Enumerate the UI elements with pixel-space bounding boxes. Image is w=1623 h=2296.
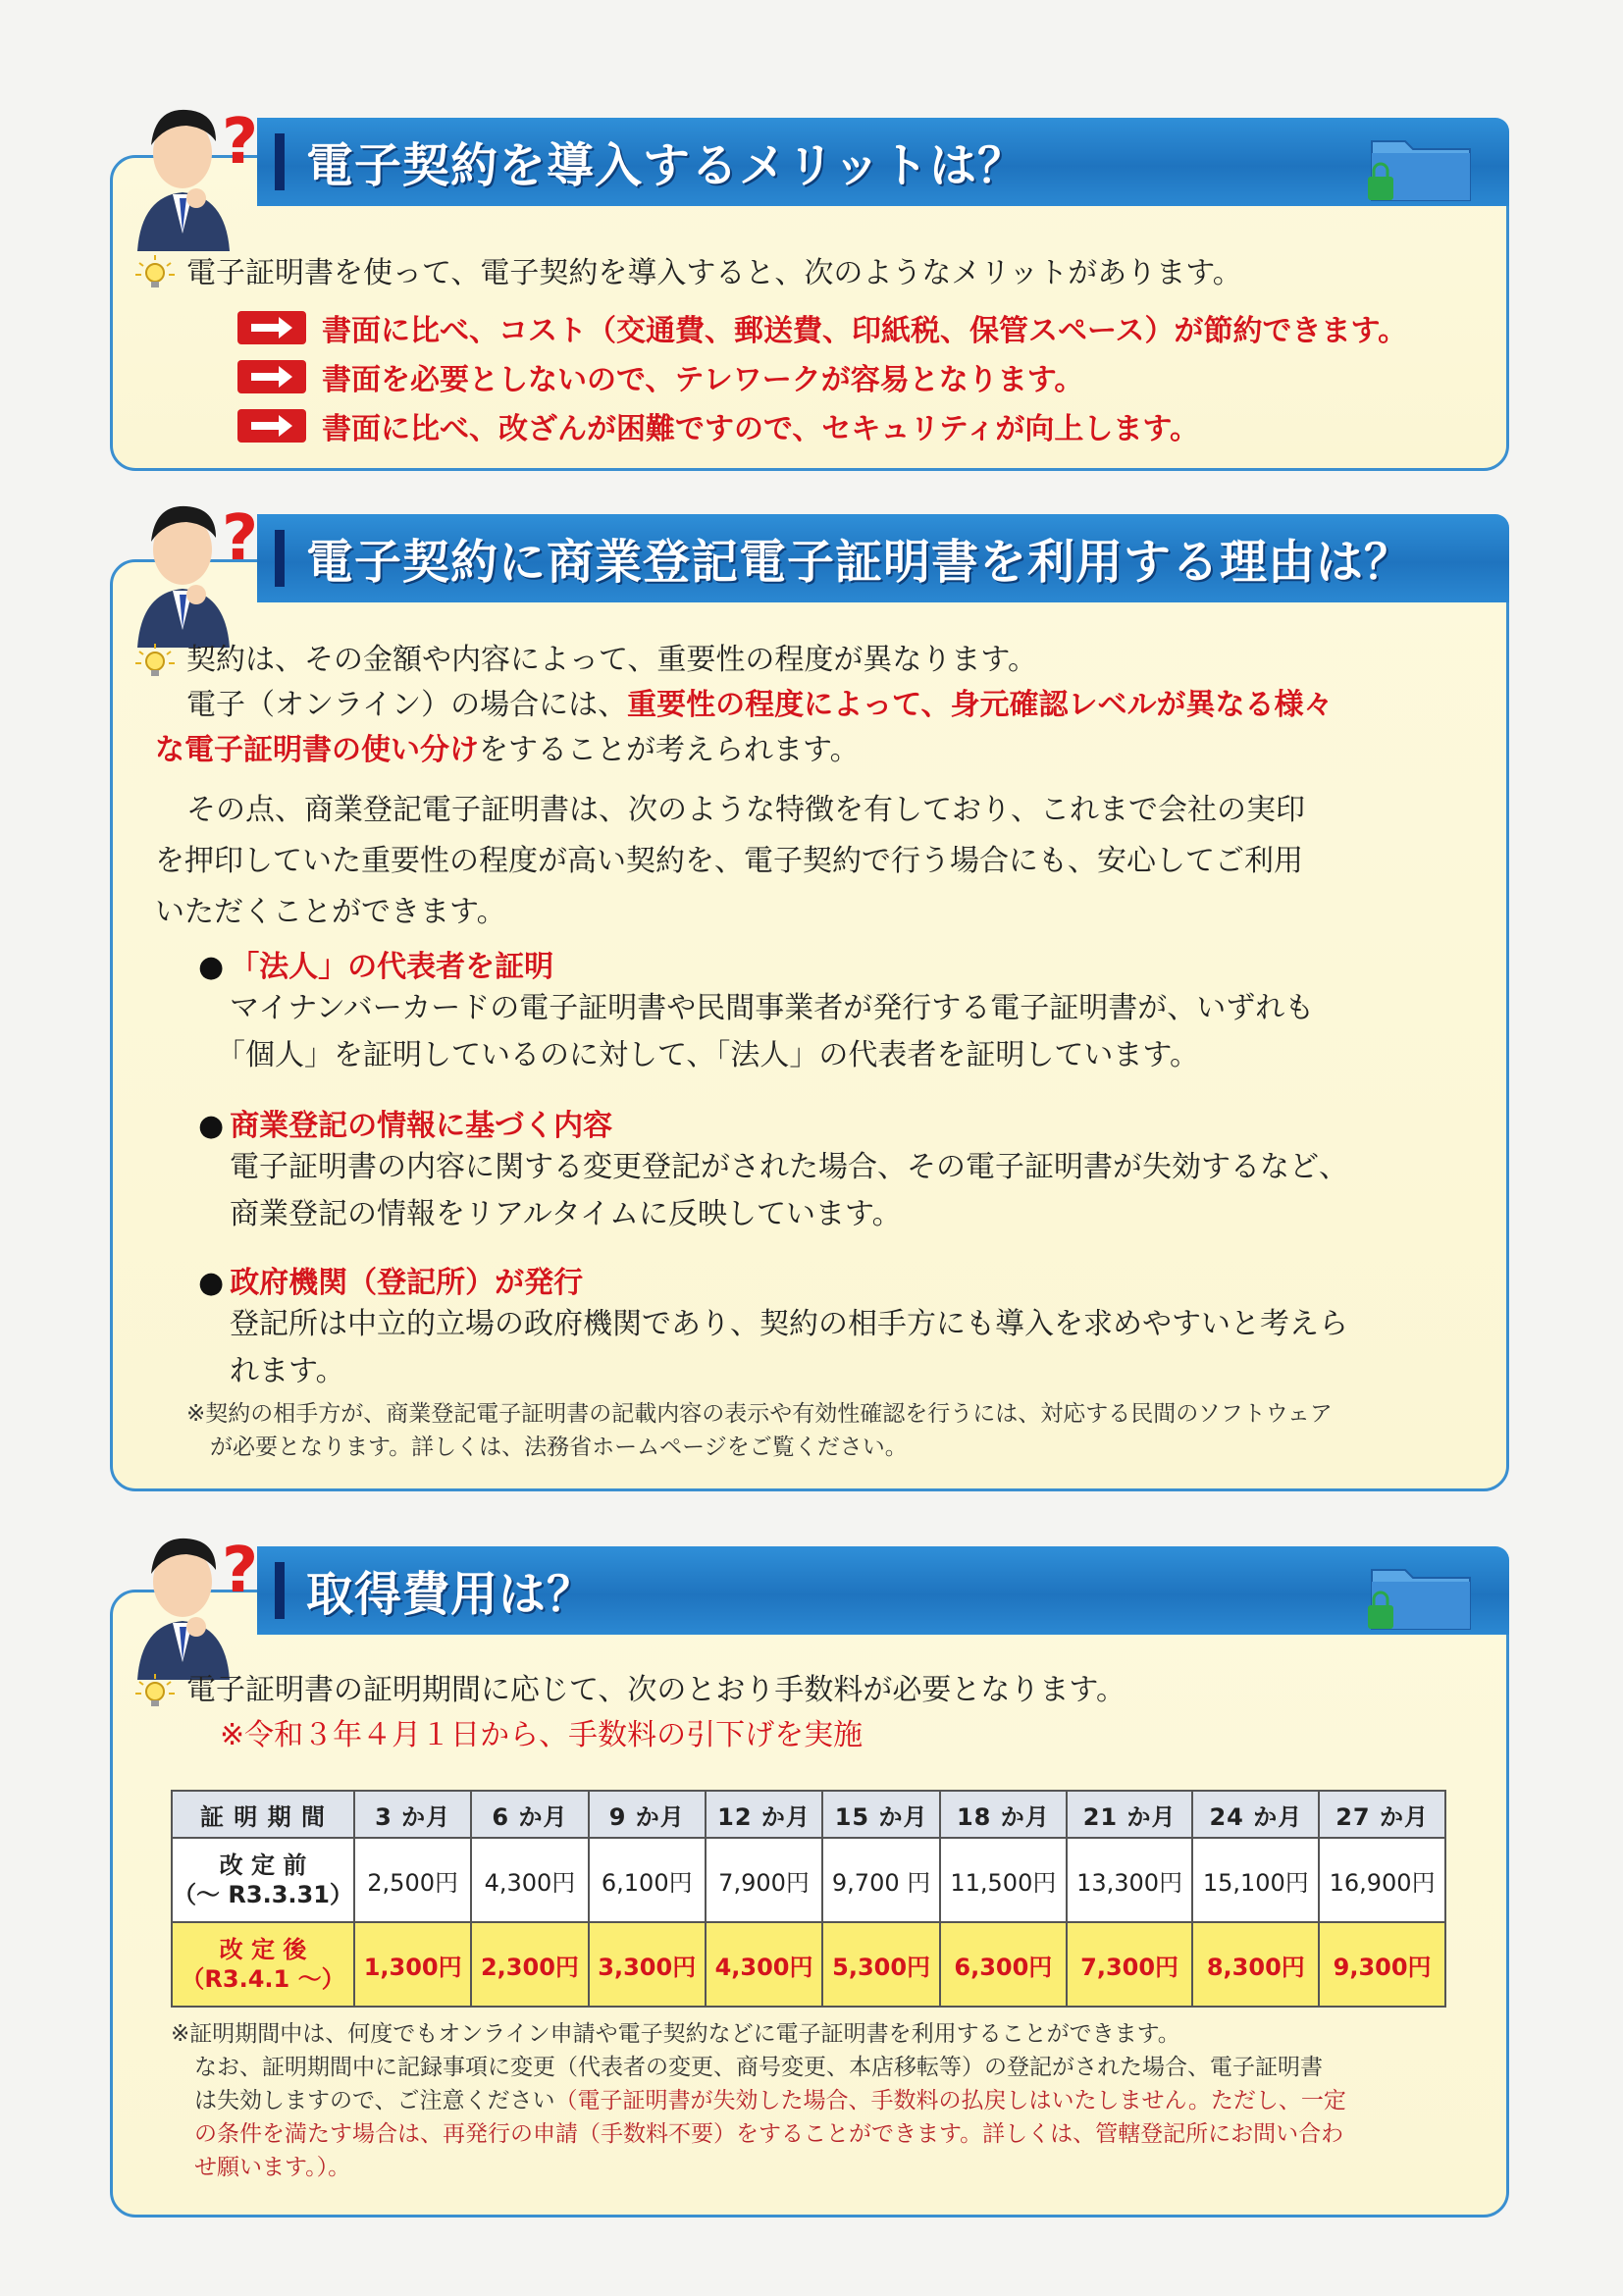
period-col: 3 か月 <box>354 1791 471 1838</box>
reasons-title: 電子契約に商業登記電子証明書を利用する理由は？ <box>306 535 1413 590</box>
fee-cell: 9,300円 <box>1319 1922 1445 2007</box>
fees-intro: 電子証明書の証明期間に応じて、次のとおり手数料が必要となります。 <box>186 1673 1126 1707</box>
fee-cell: 6,100円 <box>589 1838 706 1922</box>
arrow-right-icon <box>237 311 306 344</box>
fee-cell: 6,300円 <box>940 1922 1067 2007</box>
reasons-section <box>110 500 1509 1491</box>
fee-cell: 16,900円 <box>1319 1838 1445 1922</box>
fee-cell: 9,700 円 <box>822 1838 940 1922</box>
merits-intro: 電子証明書を使って、電子契約を導入すると、次のようなメリットがあります。 <box>186 256 1242 290</box>
fee-cell: 2,500円 <box>354 1838 471 1922</box>
fee-cell: 3,300円 <box>589 1922 706 2007</box>
arrow-right-icon <box>237 409 306 443</box>
period-col: 27 か月 <box>1319 1791 1445 1838</box>
thinking-person-icon <box>128 104 265 251</box>
merits-section <box>110 108 1509 481</box>
question-mark-icon: ? <box>222 106 259 179</box>
feature-body: マイナンバーカードの電子証明書や民間事業者が発行する電子証明書が、いずれも 「個人」を証明しているのに対して、「法人」の代表者を証明しています。 <box>216 991 1315 1072</box>
row-label: 改 定 前 （～ R3.3.31） <box>172 1838 354 1922</box>
fee-cell: 7,900円 <box>706 1838 822 1922</box>
period-col: 24 か月 <box>1192 1791 1319 1838</box>
folder-icon <box>1368 128 1474 204</box>
period-col: 15 か月 <box>822 1791 940 1838</box>
period-col: 21 か月 <box>1067 1791 1193 1838</box>
period-col: 18 か月 <box>940 1791 1067 1838</box>
table-row-after <box>172 1922 1445 2007</box>
fee-cell: 8,300円 <box>1192 1922 1319 2007</box>
fee-cell: 4,300円 <box>471 1838 588 1922</box>
merits-title: 電子契約を導入するメリットは？ <box>306 138 1026 193</box>
question-mark-icon: ? <box>222 1535 259 1607</box>
feature-heading: ● 「法人」の代表者を証明 <box>198 950 554 984</box>
feature-body: 登記所は中立的立場の政府機関であり、契約の相手方にも導入を求めやすいと考えら れます。 <box>230 1307 1348 1388</box>
fee-cell: 1,300円 <box>354 1922 471 2007</box>
fees-section <box>110 1537 1509 2223</box>
fee-cell: 4,300円 <box>706 1922 822 2007</box>
lock-icon <box>1368 1605 1393 1629</box>
fees-footnote: ※証明期間中は、何度でもオンライン申請や電子契約などに電子証明書を利用することができます。 なお、証明期間中に記録事項に変更（代表者の変更、商号変更、本店移転等）の登記がされた場合、電子証明書 は失効しますので、ご注意ください（電子証明書が失効した場合、手数料の払戻しはいたしません。ただし、一定 の条件を満たす場合は、再発行の申請（手数料不要）をすることができます。詳しくは、管轄登記所にお問い合わ せ願います。）。 <box>171 2021 1346 2180</box>
folder-icon <box>1368 1556 1474 1633</box>
fee-cell: 7,300円 <box>1067 1922 1193 2007</box>
lightbulb-icon <box>133 642 177 685</box>
fee-cell: 11,500円 <box>940 1838 1067 1922</box>
period-header: 証 明 期 間 <box>172 1791 354 1838</box>
lightbulb-icon <box>133 1672 177 1715</box>
lightbulb-icon <box>133 253 177 296</box>
period-col: 9 か月 <box>589 1791 706 1838</box>
table-row-before <box>172 1838 1445 1922</box>
reasons-para-2b: な電子証明書の使い分けをすることが考えられます。 <box>155 733 860 767</box>
reasons-para-3: その点、商業登記電子証明書は、次のような特徴を有しており、これまで会社の実印 を押印していた重要性の程度が高い契約を、電子契約で行う場合にも、安心してご利用 いただくことができます。 <box>155 793 1305 929</box>
feature-body: 電子証明書の内容に関する変更登記がされた場合、その電子証明書が失効するなど、 商業登記の情報をリアルタイムに反映しています。 <box>230 1150 1348 1231</box>
merit-item: 書面に比べ、改ざんが困難ですので、セキュリティが向上します。 <box>237 404 1199 447</box>
fee-cell: 5,300円 <box>822 1922 940 2007</box>
merit-item: 書面を必要としないので、テレワークが容易となります。 <box>237 355 1083 398</box>
lock-icon <box>1368 177 1393 200</box>
feature-heading: ● 政府機関（登記所）が発行 <box>198 1266 584 1300</box>
fees-header <box>257 1546 1509 1635</box>
row-label: 改 定 後 （R3.4.1 ～） <box>172 1922 354 2007</box>
merit-item: 書面に比べ、コスト（交通費、郵送費、印紙税、保管スペース）が節約できます。 <box>237 306 1407 349</box>
period-col: 6 か月 <box>471 1791 588 1838</box>
fee-cell: 2,300円 <box>471 1922 588 2007</box>
fees-revision-note: ※令和３年４月１日から、手数料の引下げを実施 <box>220 1718 864 1752</box>
thinking-person-icon <box>128 1533 265 1680</box>
table-header-row <box>172 1791 1445 1838</box>
feature-heading: ● 商業登記の情報に基づく内容 <box>198 1109 613 1143</box>
arrow-right-icon <box>237 360 306 393</box>
fee-table <box>171 1790 1446 2008</box>
reasons-para-1: 契約は、その金額や内容によって、重要性の程度が異なります。 <box>186 643 1037 677</box>
reasons-header <box>257 514 1509 602</box>
question-mark-icon: ? <box>222 502 259 575</box>
merits-header <box>257 118 1509 206</box>
reasons-footnote: ※契約の相手方が、商業登記電子証明書の記載内容の表示や有効性確認を行うには、対応する民間のソフトウェア が必要となります。詳しくは、法務省ホームページをご覧ください。 <box>186 1401 1333 1460</box>
fee-cell: 13,300円 <box>1067 1838 1193 1922</box>
thinking-person-icon <box>128 500 265 648</box>
fee-cell: 15,100円 <box>1192 1838 1319 1922</box>
reasons-para-2a: 電子（オンライン）の場合には、重要性の程度によって、身元確認レベルが異なる様々 <box>186 688 1334 722</box>
fees-title: 取得費用は？ <box>306 1567 596 1622</box>
period-col: 12 か月 <box>706 1791 822 1838</box>
